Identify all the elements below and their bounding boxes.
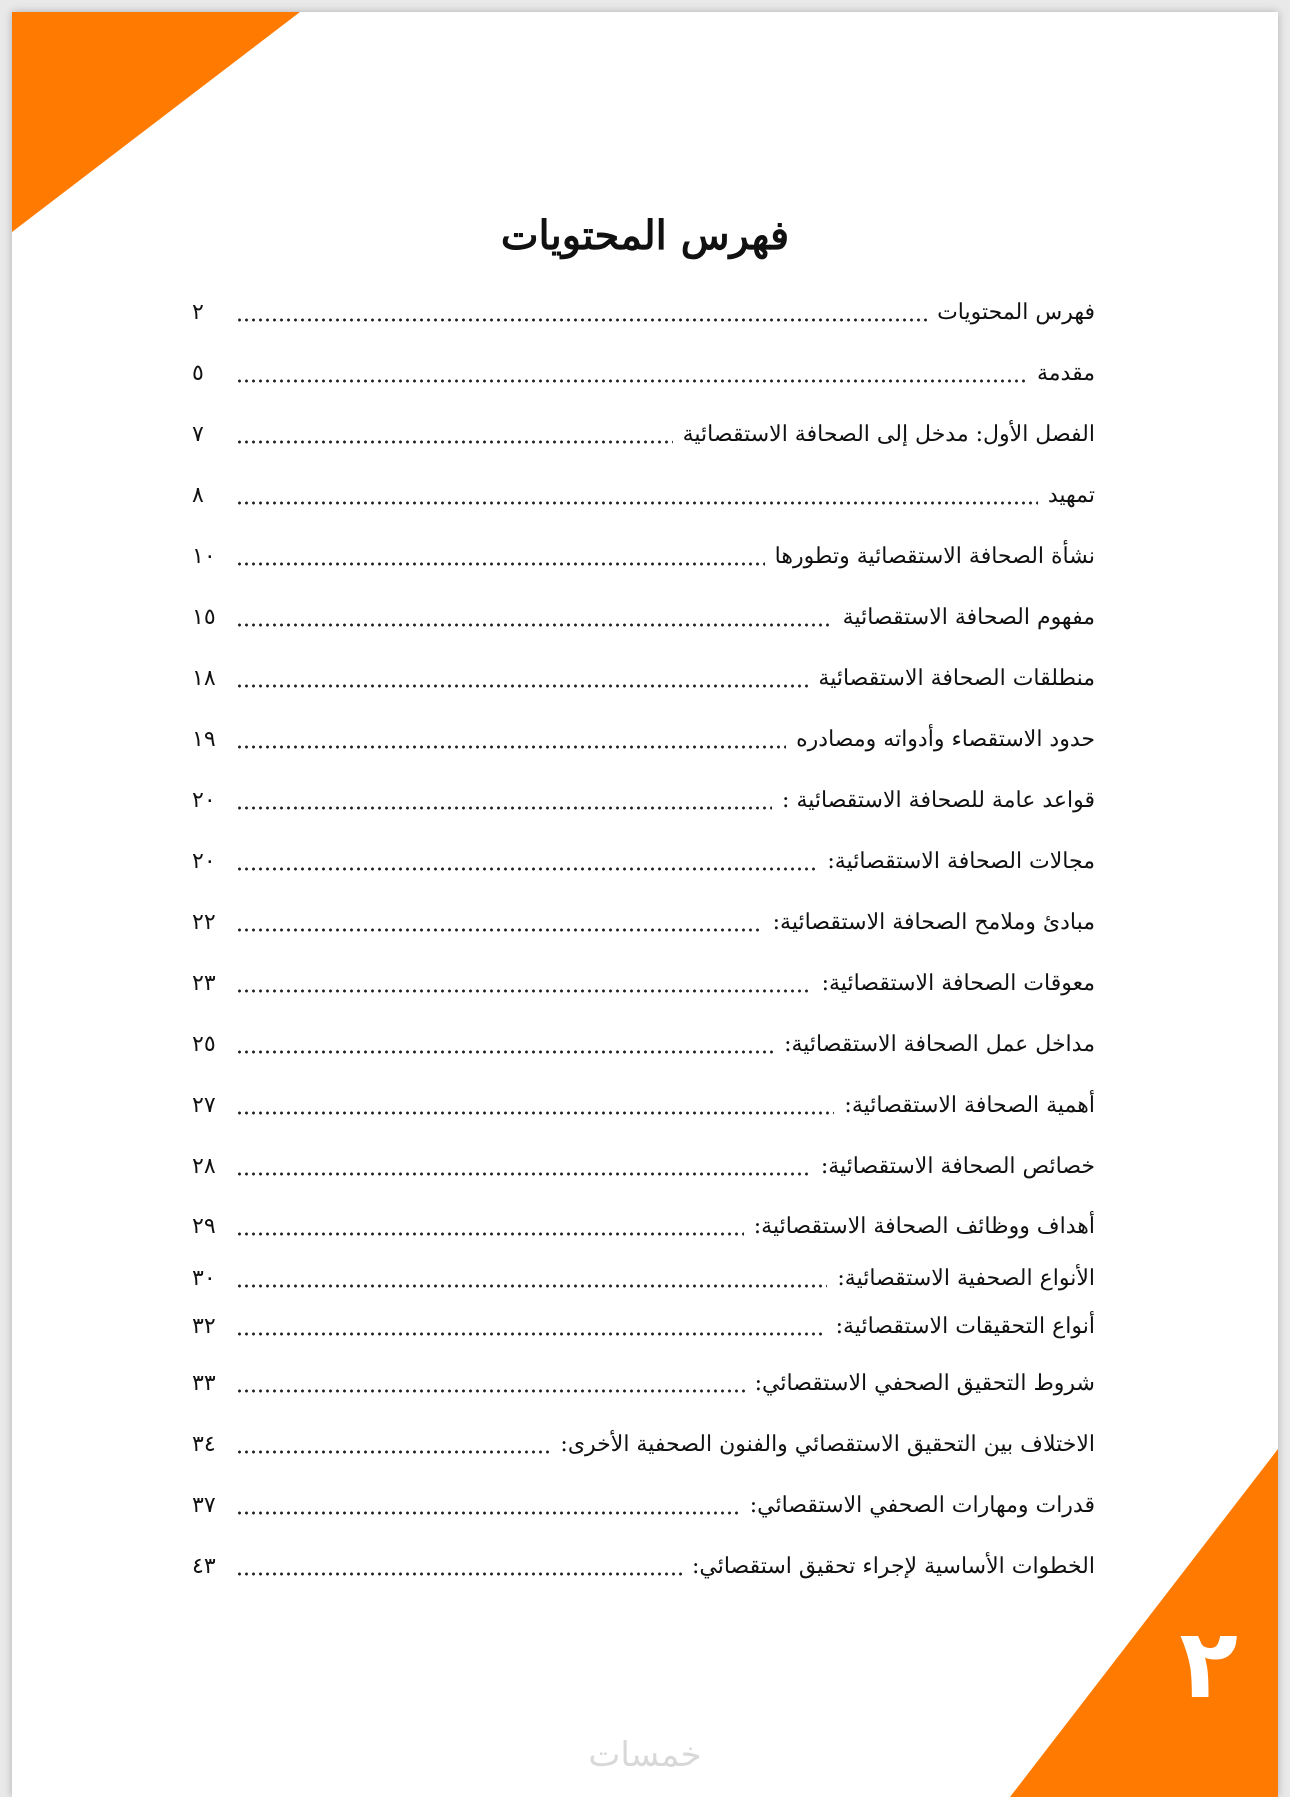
- toc-dot-leader: [236, 1050, 774, 1054]
- toc-entry-page: ٣٠: [192, 1265, 216, 1291]
- toc-entry[interactable]: [192, 719, 1095, 759]
- toc-dot-leader: [236, 1232, 744, 1236]
- toc-entry[interactable]: [192, 902, 1095, 942]
- toc-entry-label: قدرات ومهارات الصحفي الاستقصائي:: [749, 1492, 1095, 1518]
- toc-entry-label: قواعد عامة للصحافة الاستقصائية :: [782, 787, 1095, 813]
- toc-entry-label: الاختلاف بين التحقيق الاستقصائي والفنون الصحفية الأخرى:: [560, 1431, 1095, 1457]
- toc-dot-leader: [236, 1511, 740, 1515]
- toc-dot-leader: [236, 623, 833, 627]
- toc-entry[interactable]: [192, 1146, 1095, 1186]
- toc-entry-page: ٢٥: [192, 1031, 216, 1057]
- toc-dot-leader: [236, 562, 765, 566]
- toc-dot-leader: [236, 1389, 745, 1393]
- toc-entry-label: خصائص الصحافة الاستقصائية:: [820, 1153, 1095, 1179]
- toc-entry-page: ٧: [192, 421, 204, 447]
- toc-entry-label: شروط التحقيق الصحفي الاستقصائي:: [754, 1370, 1095, 1396]
- toc-entry[interactable]: [192, 658, 1095, 698]
- document-page: [12, 12, 1278, 1797]
- toc-dot-leader: [236, 1111, 834, 1115]
- toc-entry-page: ٢: [192, 299, 204, 325]
- toc-entry[interactable]: [192, 1206, 1095, 1246]
- toc-entry-label: مفهوم الصحافة الاستقصائية: [842, 604, 1095, 630]
- toc-entry-label: نشأة الصحافة الاستقصائية وتطورها: [774, 543, 1095, 569]
- toc-entry-label: مبادئ وملامح الصحافة الاستقصائية:: [772, 909, 1095, 935]
- toc-entry-label: الخطوات الأساسية لإجراء تحقيق استقصائي:: [691, 1553, 1095, 1579]
- toc-entry-label: أنواع التحقيقات الاستقصائية:: [835, 1313, 1095, 1339]
- toc-entry-page: ٣٧: [192, 1492, 216, 1518]
- toc-entry-page: ٨: [192, 482, 204, 508]
- toc-entry-page: ٢٠: [192, 787, 216, 813]
- toc-entry-page: ٣٤: [192, 1431, 216, 1457]
- toc-entry-page: ٢٨: [192, 1153, 216, 1179]
- toc-entry[interactable]: [192, 1424, 1095, 1464]
- toc-entry-label: مجالات الصحافة الاستقصائية:: [827, 848, 1095, 874]
- toc-dot-leader: [236, 318, 927, 322]
- toc-entry-page: ٢٢: [192, 909, 216, 935]
- toc-dot-leader: [236, 501, 1038, 505]
- toc-entry-page: ٥: [192, 360, 204, 386]
- toc-entry-page: ١٥: [192, 604, 216, 630]
- toc-entry-label: أهداف ووظائف الصحافة الاستقصائية:: [753, 1213, 1095, 1239]
- toc-dot-leader: [236, 1284, 827, 1288]
- toc-entry[interactable]: [192, 292, 1095, 332]
- toc-entry[interactable]: [192, 1024, 1095, 1064]
- toc-entry-label: الأنواع الصحفية الاستقصائية:: [837, 1265, 1095, 1291]
- toc-entry-label: حدود الاستقصاء وأدواته ومصادره: [796, 726, 1095, 752]
- toc-entry-label: معوقات الصحافة الاستقصائية:: [821, 970, 1095, 996]
- toc-dot-leader: [236, 745, 786, 749]
- toc-entry-page: ١٨: [192, 665, 216, 691]
- toc-entry[interactable]: [192, 1363, 1095, 1403]
- toc-dot-leader: [236, 867, 817, 871]
- toc-dot-leader: [236, 684, 808, 688]
- toc-entry-label: فهرس المحتويات: [937, 299, 1095, 325]
- toc-dot-leader: [236, 1172, 811, 1176]
- toc-entry-label: الفصل الأول: مدخل إلى الصحافة الاستقصائية: [682, 421, 1095, 447]
- toc-entry-page: ٢٩: [192, 1213, 216, 1239]
- toc-entry[interactable]: [192, 1085, 1095, 1125]
- toc-entry-page: ٣٢: [192, 1313, 216, 1339]
- toc-dot-leader: [236, 379, 1027, 383]
- page-title: فهرس المحتويات: [500, 212, 790, 259]
- toc-entry[interactable]: [192, 414, 1095, 454]
- toc-entry-label: منطلقات الصحافة الاستقصائية: [818, 665, 1095, 691]
- page-number: ٢: [1179, 1608, 1238, 1720]
- toc-entry[interactable]: [192, 1546, 1095, 1586]
- toc-dot-leader: [236, 1572, 682, 1576]
- toc-dot-leader: [236, 928, 763, 932]
- toc-entry-page: ٢٧: [192, 1092, 216, 1118]
- toc-entry-label: أهمية الصحافة الاستقصائية:: [844, 1092, 1095, 1118]
- toc-entry[interactable]: [192, 1485, 1095, 1525]
- toc-dot-leader: [236, 989, 812, 993]
- toc-entry[interactable]: [192, 1306, 1095, 1346]
- toc-entry[interactable]: [192, 536, 1095, 576]
- toc-entry[interactable]: [192, 475, 1095, 515]
- toc-entry[interactable]: [192, 841, 1095, 881]
- toc-dot-leader: [236, 1450, 550, 1454]
- toc-entry-page: ١٩: [192, 726, 216, 752]
- toc-entry[interactable]: [192, 963, 1095, 1003]
- toc-entry[interactable]: [192, 1258, 1095, 1298]
- toc-dot-leader: [236, 806, 772, 810]
- toc-entry-label: مقدمة: [1036, 360, 1095, 386]
- toc-entry[interactable]: [192, 597, 1095, 637]
- corner-decoration-top-left: [12, 12, 302, 237]
- toc-entry[interactable]: [192, 353, 1095, 393]
- toc-entry-label: تمهيد: [1047, 482, 1095, 508]
- toc-entry-page: ٢٣: [192, 970, 216, 996]
- toc-entry-page: ٤٣: [192, 1553, 216, 1579]
- toc-entry-page: ٣٣: [192, 1370, 216, 1396]
- toc-entry-page: ١٠: [192, 543, 216, 569]
- toc-entry-label: مداخل عمل الصحافة الاستقصائية:: [784, 1031, 1095, 1057]
- toc-dot-leader: [236, 1332, 826, 1336]
- toc-entry-page: ٢٠: [192, 848, 216, 874]
- toc-entry[interactable]: [192, 780, 1095, 820]
- watermark-logo: خمسات: [588, 1735, 702, 1775]
- toc-dot-leader: [236, 440, 673, 444]
